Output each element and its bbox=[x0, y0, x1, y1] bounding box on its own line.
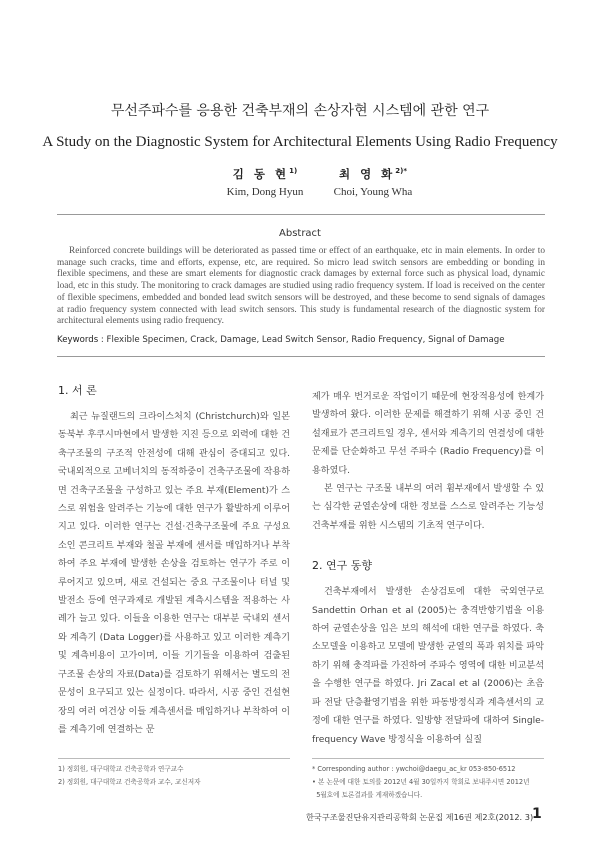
author-2 bbox=[318, 166, 428, 198]
footnote-2: 2) 정회원, 대구대학교 건축공학과 교수, 교신저자 bbox=[58, 778, 201, 786]
keywords-label: Keywords bbox=[57, 335, 99, 345]
keywords-text: : Flexible Specimen, Crack, Damage, Lead Switch Sensor, Radio Frequency, Signal of Damage bbox=[100, 335, 505, 345]
footnote-rule-left bbox=[58, 758, 290, 759]
left-column bbox=[58, 382, 290, 739]
author-2-name-ko bbox=[318, 166, 428, 182]
section-1-heading: 1. 서 론 bbox=[58, 384, 97, 397]
section-gap bbox=[312, 535, 544, 557]
author-1 bbox=[215, 166, 315, 198]
author-2-mark: 2)* bbox=[395, 167, 408, 176]
author-1-mark: 1) bbox=[289, 167, 298, 176]
journal-footer: 한국구조물진단유지관리공학회 논문집 제16권 제2호(2012. 3) bbox=[306, 812, 534, 822]
author-1-name-ko-text: 김 동 현 bbox=[232, 167, 290, 181]
discussion-note-line-1: • 본 논문에 대한 토의를 2012년 4월 30일까지 학회로 보내주시면 2012년 bbox=[312, 778, 530, 786]
section-2-heading: 2. 연구 동향 bbox=[312, 559, 372, 573]
author-2-name-ko-text: 최 영 화 bbox=[338, 167, 396, 181]
abstract-top-rule bbox=[57, 214, 545, 215]
abstract-text: Reinforced concrete buildings will be deteriorated as passed time or effect of an earthquake, etc in main elements. In order to manage such cracks, time and efforts, expense, etc, are required. So micro lead switch sensors are embedding or bonding in flexible specimens, and these are smart elements for diagnostic crack damages by external force such as physical load, dynamic load, etc in this study. The monitoring to crack damages are studied using radio frequency system. If load is received on the center of flexible specimens, embedded and bonded lead switch sensors will be destroyed, and these become to send signals of damages at radio frequency system connected with lead switch sensors. This study is fundamental research of the diagnostic system for architectural elements using radio frequency. bbox=[57, 246, 545, 327]
author-1-name-en: Kim, Dong Hyun bbox=[226, 186, 304, 198]
author-1-name-ko bbox=[215, 166, 315, 182]
section-1-paragraph-2: 본 연구는 구조물 내부의 여러 휨부재에서 발생할 수 있는 심각한 균열손상에 대한 정보를 스스로 알려주는 기능성 건축부재를 위한 시스템의 기초적 연구이다. bbox=[312, 484, 544, 531]
page-number: 1 bbox=[532, 806, 542, 822]
right-column bbox=[312, 388, 544, 749]
footnote-1: 1) 정회원, 대구대학교 건축공학과 연구교수 bbox=[58, 765, 184, 773]
section-1-paragraph-1: 최근 뉴질랜드의 크라이스처치 (Christchurch)와 일본 동북부 후쿠시마현에서 발생한 지진 등으로 외력에 대한 건축구조물의 구조적 안전성에 대해 관심이 증대되고 있다. 국내외적으로 고베너치의 동적하중이 건축구조물에 작용하면 건축구조물을 구성하고 있는 주요 부재(Element)가 스스로 위험을 알려주는 기능에 대한 연구가 활발하게 이루어지고 있다. 이러한 연구는 건설·건축구조물에 주요 구성요소인 콘크리트 부재와 철골 부재에 센서를 매입하거나 부착하여 주요 부재에 발생한 손상을 검토하는 연구가 주로 이루어지고 있으며, 새로 건설되는 중요 구조물이나 터널 및 발전소 등에 연구과제로 개발된 계측시스템을 적용하는 사례가 늘고 있다. 이들을 이용한 연구는 대부분 국내외 센서와 계측기 (Data Logger)를 사용하고 있고 이러한 계측기 및 계측비용이 고가이며, 이들 기기들을 이용하여 검출된 구조물 손상의 자료(Data)를 검토하기 위해서는 별도의 전문성이 요구되고 있는 실정이다. 따라서, 시공 중인 건설현장의 여러 여건상 이들 계측센서를 매입하거나 부착하여 이를 계측기에 연결하는 문 bbox=[58, 412, 290, 735]
title-english: A Study on the Diagnostic System for Architectural Elements Using Radio Frequency bbox=[42, 134, 558, 150]
section-1-paragraph-1-continued: 제가 매우 번거로운 작업이기 때문에 현장적용성에 한계가 발생하여 왔다. 이러한 문제를 해결하기 위해 시공 중인 건설재료가 콘크리트일 경우, 센서와 계측기의 연결성에 대한 문제를 단순화하고 무선 주파수 (Radio Frequency)를 이용하였다. bbox=[312, 392, 544, 476]
corresponding-author-note: * Corresponding author : ywchoi@daegu_ac_kr 053-850-6512 bbox=[312, 765, 516, 773]
footnote-rule-right bbox=[312, 758, 544, 759]
section-2-paragraph-1: 건축부재에서 발생한 손상검토에 대한 국외연구로 Sandettin Orhan et al (2005)는 충격반향기법을 이용하여 균열손상을 입은 보의 해석에 대한 연구를 하였다. 축소모델을 이용하고 모델에 발생한 균열의 폭과 위치를 파악하기 위해 충격파를 가진하여 주파수 영역에 대한 비교분석을 수행한 연구를 하였다. Jri Zacal et al (2006)는 초음파 전달 단층촬영기법을 위한 파동방정식과 계측센서의 교정에 대한 연구를 하였다. 일방향 전달파에 대하여 Single-frequency Wave 방정식을 이용하여 실질 bbox=[312, 587, 544, 745]
abstract-heading: Abstract bbox=[279, 228, 321, 239]
discussion-note-line-2: 5월호에 토론결과를 게재하겠습니다. bbox=[312, 791, 423, 799]
title-korean: 무선주파수를 응용한 건축부재의 손상자현 시스템에 관한 연구 bbox=[110, 103, 490, 119]
author-2-name-en: Choi, Young Wha bbox=[333, 186, 413, 198]
keywords bbox=[57, 335, 545, 345]
abstract-bottom-rule bbox=[57, 356, 545, 357]
